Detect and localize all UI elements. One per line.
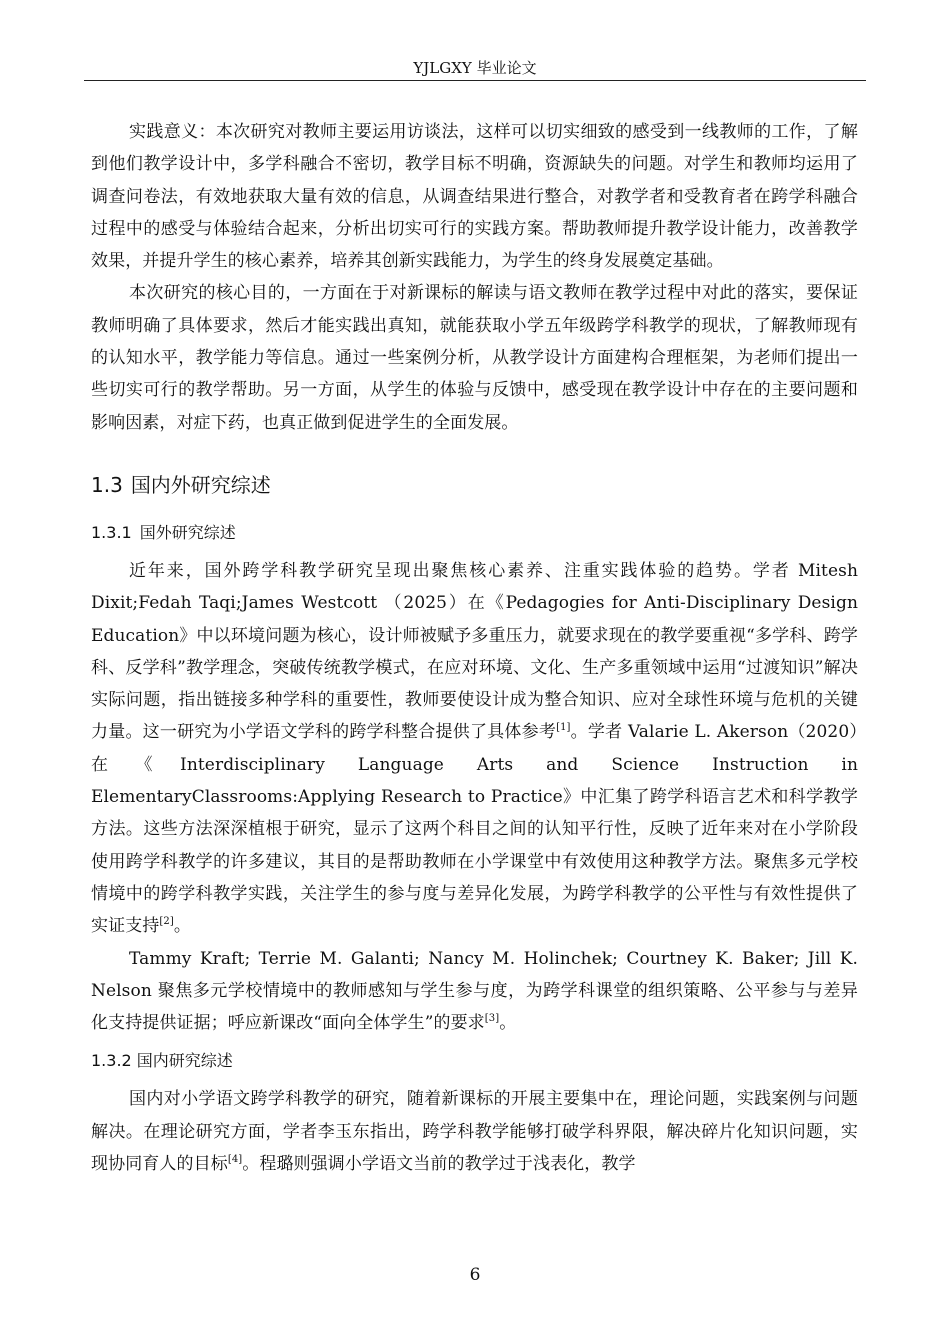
page-body [91, 116, 858, 1180]
paragraph-practical-significance: 实践意义：本次研究对教师主要运用访谈法，这样可以切实细致的感受到一线教师的工作，了解到他们教学设计中，多学科融合不密切，教学目标不明确，资源缺失的问题。对学生和教师均运用了调查问卷法，有效地获取大量有效的信息，从调查结果进行整合，对教学者和受教育者在跨学科融合过程中的感受与体验结合起来，分析出切实可行的实践方案。帮助教师提升教学设计能力，改善教学效果，并提升学生的核心素养，培养其创新实践能力，为学生的终身发展奠定基础。 [91, 122, 858, 272]
paragraph-domestic-research [91, 1083, 858, 1180]
page-number: 6 [469, 1265, 481, 1285]
subsection-heading-1-3-2: 1.3.2 国内研究综述 [91, 1051, 233, 1071]
paragraph-kraft-study [91, 943, 858, 1040]
text-run: 。学者 Valarie L. Akerson（2020）在《Interdisciplinary Language Arts and Science Instruction in ElementaryClassrooms:Applying Research to Practice》中汇集了跨学科语言艺术和科学教学方法。这些方法深深植根于研究，显示了这两个科目之间的认知平行性，反映了近年来对在小学阶段使用跨学科教学的许多建议，其目的是帮助教师在小学课堂中有效使用这种教学方法。聚焦多元学校情境中的跨学科教学实践，关注学生的参与度与差异化发展，为跨学科教学的公平性与有效性提供了实证支持 [91, 722, 858, 937]
subsection-heading-1-3-1 [91, 521, 858, 545]
text-run: 国内对小学语文跨学科教学的研究，随着新课标的开展主要集中在，理论问题，实践案例与问题解决。在理论研究方面，学者李玉东指出，跨学科教学能够打破学科界限，解决碎片化知识问题，实现协同育人的目标 [91, 1089, 858, 1175]
section-heading-1-3 [91, 471, 858, 499]
text-run: 。 [173, 916, 191, 937]
citation-ref: [4] [227, 1154, 243, 1166]
citation-ref: [3] [484, 1013, 500, 1025]
subsection-number: 1.3.1 [91, 522, 132, 542]
text-run: Tammy Kraft; Terrie M. Galanti; Nancy M. Holinchek; Courtney K. Baker; Jill K. Nelson 聚焦多元学校情境中的教师感知与学生参与度，为跨学科课堂的组织策略、公平参与与差异化支持提供证据；呼应新课改“面向全体学生”的要求 [91, 948, 858, 1034]
header-divider [84, 80, 866, 81]
citation-ref: [2] [159, 916, 174, 928]
paragraph-foreign-research [91, 555, 858, 943]
text-run: 。 [499, 1013, 517, 1034]
subsection-title: 国外研究综述 [139, 522, 236, 542]
text-run: 。程璐则强调小学语文当前的教学过于浅表化，教学 [242, 1154, 636, 1175]
citation-ref: [1] [556, 722, 571, 734]
section-number: 1.3 [91, 472, 123, 497]
paragraph-core-purpose: 本次研究的核心目的，一方面在于对新课标的解读与语文教师在教学过程中对此的落实，要保证教师明确了具体要求，然后才能实践出真知，就能获取小学五年级跨学科教学的现状，了解教师现有的认知水平，教学能力等信息。通过一些案例分析，从教学设计方面建构合理框架，为老师们提出一些切实可行的教学帮助。另一方面，从学生的体验与反馈中，感受现在教学设计中存在的主要问题和影响因素，对症下药，也真正做到促进学生的全面发展。 [91, 283, 858, 433]
running-header: YJLGXY 毕业论文 [413, 59, 537, 77]
text-run: 近年来，国外跨学科教学研究呈现出聚焦核心素养、注重实践体验的趋势。学者 Mitesh Dixit;Fedah Taqi;James Westcott （2025）在《Pedagogies for Anti-Disciplinary Design Education》中以环境问题为核心，设计师被赋予多重压力，就要求现在的教学要重视“多学科、跨学科、反学科”教学理念，突破传统教学模式，在应对环境、文化、生产多重领域中运用“过渡知识”解决实际问题，指出链接多种学科的重要性，教师要使设计成为整合知识、应对全球性环境与危机的关键力量。这一研究为小学语文学科的跨学科整合提供了具体参考 [91, 560, 858, 743]
section-title: 国内外研究综述 [130, 472, 271, 497]
